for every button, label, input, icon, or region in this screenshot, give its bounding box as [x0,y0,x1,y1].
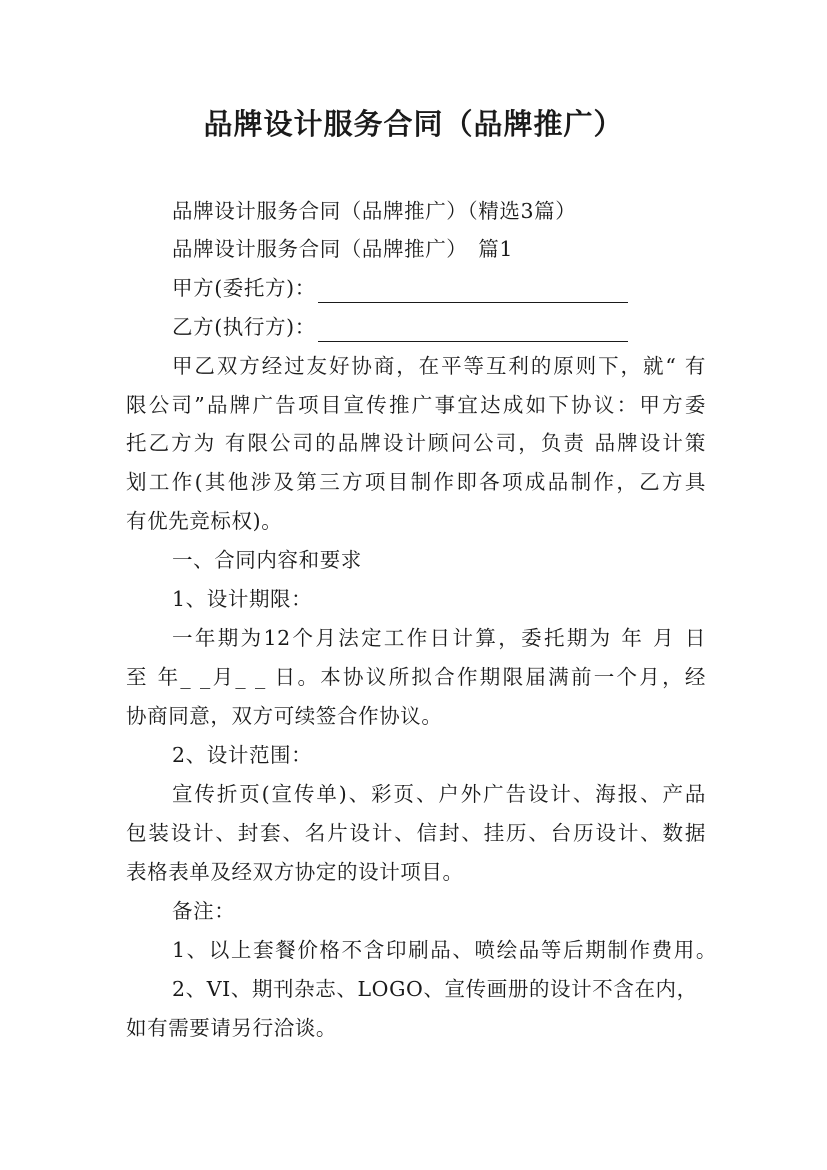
note-line: 2、VI、期刊杂志、LOGO、宣传画册的设计不含在内， [172,977,698,1001]
party-a-line [172,273,628,303]
item-heading: 1、设计期限： [172,587,313,611]
note-line: 1、以上套餐价格不含印刷品、喷绘品等后期制作费用。 [172,938,717,962]
item2-text-line: 宣传折页(宣传单)、彩页、户外广告设计、海报、产品 [172,782,706,806]
document-title: 品牌设计服务合同（品牌推广） [203,107,624,141]
item1-text-line: 协商同意，双方可续签合作协议。 [126,704,443,728]
item2-text-line: 包装设计、封套、名片设计、信封、挂历、台历设计、数据 [126,821,706,845]
intro-line: 划工作(其他涉及第三方项目制作即各项成品制作，乙方具 [126,470,706,494]
party-a-blank [318,280,628,303]
party-b-blank [318,319,628,342]
item2-text-line: 表格表单及经双方协定的设计项目。 [126,860,464,884]
item1-text-line: 一年期为12个月法定工作日计算，委托期为 年 月 日 [172,626,706,650]
chapter-heading: 品牌设计服务合同（品牌推广） 篇1 [172,237,513,261]
party-b-label: 乙方(执行方)： [172,315,316,339]
intro-line: 甲乙双方经过友好协商，在平等互利的原则下，就“ 有 [172,354,706,378]
note-line: 如有需要请另行洽谈。 [126,1016,337,1040]
intro-line: 限公司”品牌广告项目宣传推广事宜达成如下协议：甲方委 [126,393,706,417]
document-subtitle: 品牌设计服务合同（品牌推广）（精选3篇） [172,199,577,223]
intro-line: 托乙方为 有限公司的品牌设计顾问公司，负责 品牌设计策 [126,431,706,455]
item1-text-line: 至 年_ _月_ _ 日。本协议所拟合作期限届满前一个月，经 [126,665,706,689]
note-heading: 备注： [172,899,236,923]
party-b-line [172,312,628,342]
party-a-label: 甲方(委托方)： [172,276,316,300]
item-heading: 2、设计范围： [172,743,313,767]
intro-line: 有优先竞标权)。 [126,509,283,533]
section-heading: 一、合同内容和要求 [172,548,362,572]
